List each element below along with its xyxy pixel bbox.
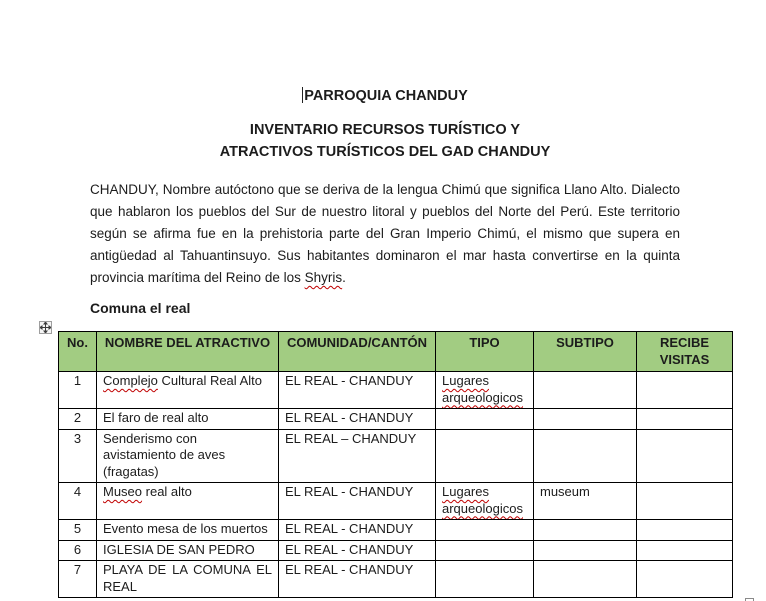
misspelled-word: arqueologicos [442,389,523,405]
table-row [59,483,733,520]
cell-subtipo[interactable] [534,429,637,483]
misspelled-word: arqueologicos [442,500,523,516]
cell-no[interactable]: 4 [59,483,97,520]
document-title[interactable] [90,86,680,106]
cell-subtipo[interactable] [534,409,637,430]
intro-paragraph[interactable] [90,179,680,289]
cell-tipo[interactable] [436,429,534,483]
text-run: . [342,270,346,285]
table-row [59,409,733,430]
cell-subtipo[interactable]: museum [534,483,637,520]
cell-no[interactable]: 6 [59,540,97,561]
cell-no[interactable]: 1 [59,372,97,409]
text-run: real alto [142,484,192,499]
text-run: Cultural Real Alto [157,373,262,388]
subtitle-line-1: INVENTARIO RECURSOS TURÍSTICO Y [249,122,521,138]
four-way-arrow-icon [40,322,51,333]
misspelled-word: Lugares [442,484,489,499]
cell-nombre[interactable] [97,483,279,520]
cell-tipo[interactable] [436,409,534,430]
cell-nombre[interactable]: Evento mesa de los muertos [97,520,279,541]
misspelled-word: Museo [103,484,143,499]
document-title-text: PARROQUIA CHANDUY [304,88,468,104]
cell-subtipo[interactable] [534,540,637,561]
cell-nombre[interactable]: PLAYA DE LA COMUNA EL REAL [97,561,279,598]
cell-no[interactable]: 7 [59,561,97,598]
misspelled-word: Lugares [442,373,489,388]
cell-comunidad[interactable]: EL REAL - CHANDUY [279,409,436,430]
cell-recibe[interactable] [637,409,733,430]
attractions-table [58,331,733,598]
cell-subtipo[interactable] [534,372,637,409]
cell-comunidad[interactable]: EL REAL – CHANDUY [279,429,436,483]
document-subtitle[interactable] [90,119,680,163]
column-header-nombre[interactable]: NOMBRE DEL ATRACTIVO [97,332,279,372]
table-move-handle[interactable] [39,321,52,334]
cell-recibe[interactable] [637,561,733,598]
column-header-tipo[interactable]: TIPO [436,332,534,372]
cell-subtipo[interactable] [534,561,637,598]
cell-no[interactable]: 5 [59,520,97,541]
cell-comunidad[interactable]: EL REAL - CHANDUY [279,520,436,541]
cell-tipo[interactable] [436,483,534,520]
column-header-comunidad[interactable]: COMUNIDAD/CANTÓN [279,332,436,372]
column-header-recibe[interactable]: RECIBE VISITAS [637,332,733,372]
cell-recibe[interactable] [637,520,733,541]
cell-nombre[interactable]: El faro de real alto [97,409,279,430]
cell-nombre[interactable]: Senderismo con avistamiento de aves (fragatas) [97,429,279,483]
section-heading[interactable]: Comuna el real [90,300,191,316]
cell-no[interactable]: 3 [59,429,97,483]
cell-recibe[interactable] [637,372,733,409]
text-run: CHANDUY, Nombre autóctono que se deriva de la lengua Chimú que significa Llano Alto. Dialecto que hablaron los pueblos del Sur de nuestro litoral y pueblos del Norte del Perú. Este territorio según se afirma fue en la prehistoria parte del Gran Imperio Chimú, el mismo que supera en antigüedad al Tahuantinsuyo. Sus habitantes dominaron el mar hasta convertirse en la quinta provincia marítima del Reino de los [90,182,680,285]
cell-recibe[interactable] [637,483,733,520]
cell-no[interactable]: 2 [59,409,97,430]
cell-comunidad[interactable]: EL REAL - CHANDUY [279,372,436,409]
column-header-subtipo[interactable]: SUBTIPO [534,332,637,372]
table-header-row [59,332,733,372]
table-body [59,372,733,598]
attractions-table-wrapper [58,331,732,598]
cell-comunidad[interactable]: EL REAL - CHANDUY [279,540,436,561]
cell-tipo[interactable] [436,540,534,561]
table-row [59,540,733,561]
cell-nombre[interactable] [97,372,279,409]
cell-recibe[interactable] [637,540,733,561]
column-header-no[interactable]: No. [59,332,97,372]
misspelled-word: Complejo [103,373,158,388]
cell-comunidad[interactable]: EL REAL - CHANDUY [279,561,436,598]
table-row [59,520,733,541]
table-row [59,429,733,483]
cell-subtipo[interactable] [534,520,637,541]
document-content [67,86,710,598]
table-row [59,372,733,409]
cell-tipo[interactable] [436,520,534,541]
table-row [59,561,733,598]
cell-recibe[interactable] [637,429,733,483]
cell-nombre[interactable]: IGLESIA DE SAN PEDRO [97,540,279,561]
cell-tipo[interactable] [436,372,534,409]
misspelled-word: Shyris [304,270,343,285]
subtitle-line-2: ATRACTIVOS TURÍSTICOS DEL GAD CHANDUY [219,144,551,160]
cell-comunidad[interactable]: EL REAL - CHANDUY [279,483,436,520]
cell-tipo[interactable] [436,561,534,598]
